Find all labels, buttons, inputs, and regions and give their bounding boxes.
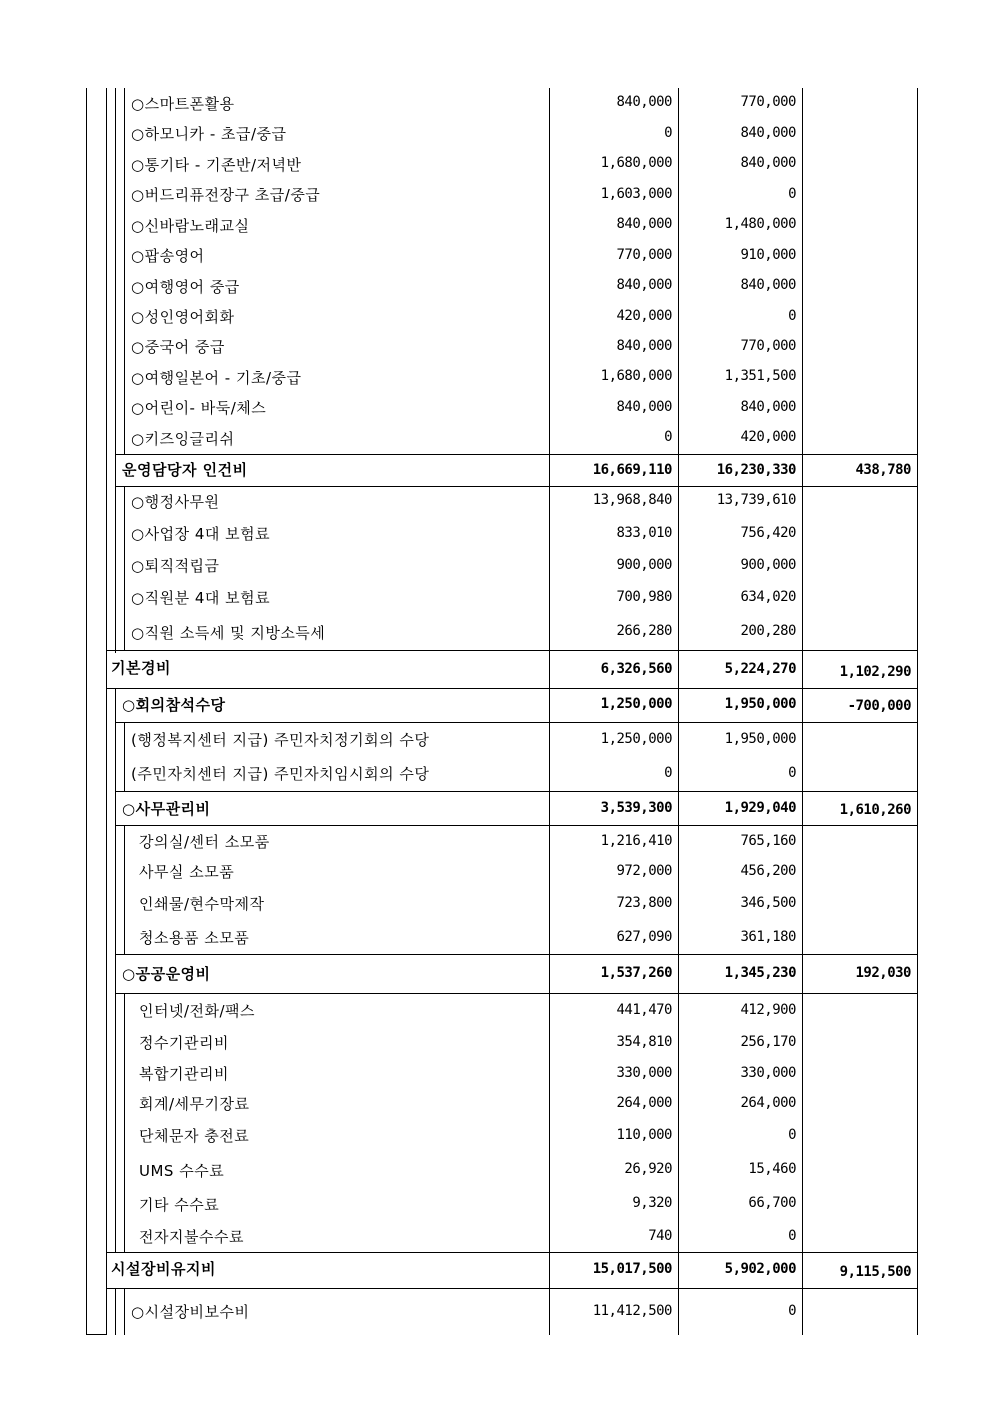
bottom-left-corner <box>86 1334 107 1335</box>
row-label: ○스마트폰활용 <box>131 95 235 113</box>
amount-current: 1,680,000 <box>600 368 672 384</box>
row-divider <box>106 1288 918 1289</box>
amount-previous: 346,500 <box>740 895 796 911</box>
row-label: ○시설장비보수비 <box>131 1303 250 1321</box>
amount-previous: 0 <box>788 186 796 202</box>
amount-previous: 256,170 <box>740 1034 796 1050</box>
amount-current: 1,680,000 <box>600 155 672 171</box>
amount-difference: 1,610,260 <box>839 802 911 818</box>
row-label: (행정복지센터 지급) 주민자치정기회의 수당 <box>131 731 430 749</box>
amount-difference: 9,115,500 <box>839 1264 911 1280</box>
row-label: ○사무관리비 <box>122 800 211 818</box>
outer-left-border <box>86 88 87 1335</box>
amount-current: 1,537,260 <box>600 965 672 981</box>
amount-current: 770,000 <box>616 247 672 263</box>
amount-previous: 5,224,270 <box>724 661 796 677</box>
row-label: ○직원 소득세 및 지방소득세 <box>131 624 326 642</box>
amount-current: 840,000 <box>616 94 672 110</box>
amount-current: 723,800 <box>616 895 672 911</box>
amount-current: 26,920 <box>624 1161 672 1177</box>
amount-previous: 0 <box>788 1127 796 1143</box>
level3-left-border-c <box>124 722 125 791</box>
row-label: 시설장비유지비 <box>111 1260 216 1278</box>
level2-left-border-c <box>115 1288 116 1335</box>
row-label: (주민자치센터 지급) 주민자치임시회의 수당 <box>131 765 430 783</box>
amount-current: 3,539,300 <box>600 800 672 816</box>
amount-current: 0 <box>664 429 672 445</box>
amount-current: 1,216,410 <box>600 833 672 849</box>
row-label: 기본경비 <box>111 659 171 677</box>
amount-previous: 330,000 <box>740 1065 796 1081</box>
amount-previous: 0 <box>788 1228 796 1244</box>
amount-previous: 765,160 <box>740 833 796 849</box>
amount-previous: 1,480,000 <box>724 216 796 232</box>
amount-previous: 200,280 <box>740 623 796 639</box>
amount-current: 420,000 <box>616 308 672 324</box>
row-label: ○직원분 4대 보험료 <box>131 589 271 607</box>
row-divider <box>115 791 918 792</box>
amount-previous: 361,180 <box>740 929 796 945</box>
amount-previous: 5,902,000 <box>724 1261 796 1277</box>
amount-current: 264,000 <box>616 1095 672 1111</box>
amount-current: 441,470 <box>616 1002 672 1018</box>
amount-current: 900,000 <box>616 557 672 573</box>
amount-current: 13,968,840 <box>592 492 672 508</box>
amount-current: 330,000 <box>616 1065 672 1081</box>
row-label: ○퇴직적립금 <box>131 557 220 575</box>
row-label: 단체문자 충전료 <box>139 1127 250 1145</box>
row-label: 사무실 소모품 <box>139 863 235 881</box>
amount-current: 700,980 <box>616 589 672 605</box>
row-divider <box>115 486 918 487</box>
amount-current: 840,000 <box>616 399 672 415</box>
amount-previous: 16,230,330 <box>716 462 796 478</box>
level3-left-border-f <box>124 1288 125 1335</box>
row-label: ○여행영어 중급 <box>131 278 240 296</box>
row-label: ○여행일본어 - 기초/중급 <box>131 369 302 387</box>
amount-current: 972,000 <box>616 863 672 879</box>
amount-current: 354,810 <box>616 1034 672 1050</box>
amount-previous: 1,950,000 <box>724 696 796 712</box>
amount-previous: 634,020 <box>740 589 796 605</box>
amount-previous: 770,000 <box>740 94 796 110</box>
amount-current: 0 <box>664 765 672 781</box>
row-label: ○신바람노래교실 <box>131 217 250 235</box>
amount-current: 740 <box>648 1228 672 1244</box>
row-divider <box>115 722 918 723</box>
amount-previous: 0 <box>788 765 796 781</box>
row-label: 청소용품 소모품 <box>139 929 250 947</box>
amount-current: 9,320 <box>632 1195 672 1211</box>
col-divider-3 <box>802 88 803 1335</box>
row-label: 회계/세무기장료 <box>139 1095 250 1113</box>
amount-previous: 420,000 <box>740 429 796 445</box>
row-label: ○성인영어회화 <box>131 308 235 326</box>
amount-previous: 0 <box>788 1303 796 1319</box>
amount-current: 11,412,500 <box>592 1303 672 1319</box>
amount-current: 16,669,110 <box>592 462 672 478</box>
amount-previous: 0 <box>788 308 796 324</box>
level3-left-border-a <box>124 88 125 454</box>
row-label: ○중국어 중급 <box>131 338 225 356</box>
col-divider-1 <box>549 88 550 1335</box>
amount-previous: 756,420 <box>740 525 796 541</box>
amount-current: 1,603,000 <box>600 186 672 202</box>
row-label: 기타 수수료 <box>139 1196 220 1214</box>
level3-left-border-d <box>124 825 125 954</box>
amount-difference: 192,030 <box>855 965 911 981</box>
row-label: ○팝송영어 <box>131 247 205 265</box>
amount-previous: 840,000 <box>740 277 796 293</box>
row-label: ○행정사무원 <box>131 493 220 511</box>
row-label: ○사업장 4대 보험료 <box>131 525 271 543</box>
row-label: ○키즈잉글리쉬 <box>131 430 235 448</box>
amount-current: 627,090 <box>616 929 672 945</box>
row-label: ○어린이- 바둑/체스 <box>131 399 267 417</box>
amount-current: 1,250,000 <box>600 696 672 712</box>
row-label: 정수기관리비 <box>139 1034 229 1052</box>
amount-previous: 1,929,040 <box>724 800 796 816</box>
amount-current: 15,017,500 <box>592 1261 672 1277</box>
row-label: ○통기타 - 기존반/저녁반 <box>131 156 302 174</box>
amount-previous: 264,000 <box>740 1095 796 1111</box>
row-label: 운영담당자 인건비 <box>122 461 248 479</box>
amount-previous: 840,000 <box>740 125 796 141</box>
amount-previous: 1,950,000 <box>724 731 796 747</box>
level2-left-border-b <box>115 688 116 1252</box>
row-label: ○회의참석수당 <box>122 696 226 714</box>
amount-current: 840,000 <box>616 338 672 354</box>
row-divider <box>106 688 918 689</box>
level1-left-border <box>106 88 107 1335</box>
amount-difference: 438,780 <box>855 462 911 478</box>
row-divider <box>106 650 918 651</box>
row-label: 인쇄물/현수막제작 <box>139 895 265 913</box>
row-label: ○공공운영비 <box>122 965 211 983</box>
amount-current: 840,000 <box>616 216 672 232</box>
amount-previous: 13,739,610 <box>716 492 796 508</box>
col-divider-2 <box>678 88 679 1335</box>
amount-current: 1,250,000 <box>600 731 672 747</box>
amount-current: 110,000 <box>616 1127 672 1143</box>
amount-previous: 412,900 <box>740 1002 796 1018</box>
row-divider <box>115 454 918 455</box>
row-divider <box>115 993 918 994</box>
amount-previous: 840,000 <box>740 399 796 415</box>
amount-previous: 1,345,230 <box>724 965 796 981</box>
level3-left-border-e <box>124 993 125 1252</box>
col-divider-right <box>917 88 918 1335</box>
amount-previous: 1,351,500 <box>724 368 796 384</box>
row-label: 복합기관리비 <box>139 1065 229 1083</box>
amount-difference: 1,102,290 <box>839 664 911 680</box>
row-label: 강의실/센터 소모품 <box>139 833 270 851</box>
row-divider <box>106 1252 918 1253</box>
amount-previous: 840,000 <box>740 155 796 171</box>
amount-previous: 456,200 <box>740 863 796 879</box>
amount-previous: 770,000 <box>740 338 796 354</box>
row-label: ○버드리퓨전장구 초급/중급 <box>131 186 321 204</box>
amount-current: 0 <box>664 125 672 141</box>
amount-previous: 910,000 <box>740 247 796 263</box>
row-label: 인터넷/전화/팩스 <box>139 1002 256 1020</box>
amount-current: 266,280 <box>616 623 672 639</box>
row-label: UMS 수수료 <box>139 1162 225 1180</box>
amount-current: 833,010 <box>616 525 672 541</box>
level3-left-border-b <box>124 486 125 650</box>
amount-previous: 66,700 <box>748 1195 796 1211</box>
row-label: 전자지불수수료 <box>139 1228 244 1246</box>
row-divider <box>115 825 918 826</box>
row-divider <box>115 954 918 955</box>
level2-left-border-a <box>115 88 116 653</box>
amount-previous: 15,460 <box>748 1161 796 1177</box>
amount-difference: -700,000 <box>847 698 911 714</box>
amount-current: 840,000 <box>616 277 672 293</box>
amount-current: 6,326,560 <box>600 661 672 677</box>
row-label: ○하모니카 - 초급/중급 <box>131 125 287 143</box>
amount-previous: 900,000 <box>740 557 796 573</box>
